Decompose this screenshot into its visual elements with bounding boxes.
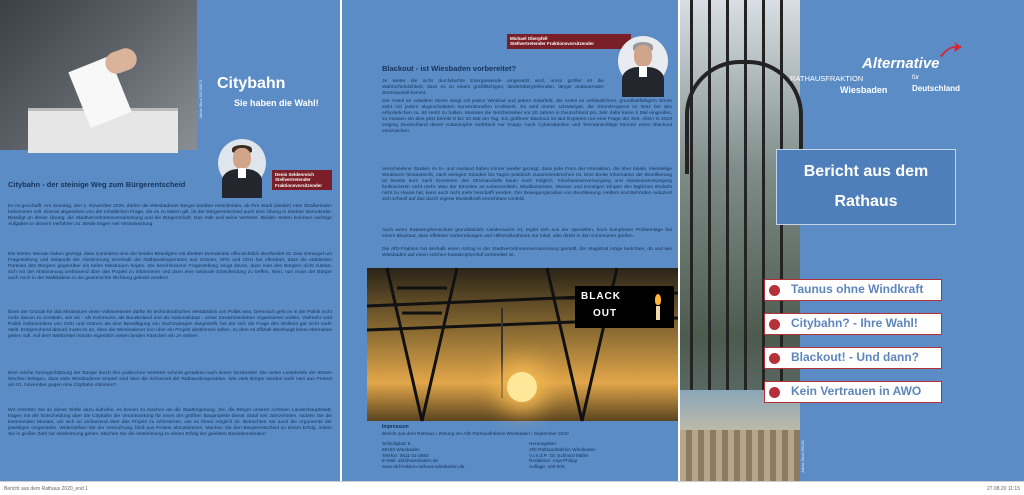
politician-name: Michael Oberpfell <box>510 36 548 41</box>
article-paragraph: Der Anteil an volatilem Strom steigt mit jedem Windrad und jedem Solarfeld, der Anteil an verlässlichem, grundlastfähigem Strom sinkt mit jedem abgeschalteten konventionellen Kraftwerk. Es wird immer schwieriger, die Stromfrequenz im Netz bei den erforderlichen ca. 50 Hertz zu halten. Mussten die Netzbetreiber vor 20 Jahren in Deutschland pro Jahr dafür keine 5 Mal eingreifen, so müssen sie dies jetzt bereits 8 bis 10 Mal am Tag. Ein größerer Blackout ist laut Experten nur eine Frage der Zeit. Allein in 2019 entging Deutschland dieser Katastrophe mehrfach nur knapp. Auch Cyberattacken und Terroranschläge können einen Blackout verursachen. <box>382 99 672 135</box>
photo-credit: Adobe Stock 226136873 <box>199 80 203 119</box>
topic-label: Blackout! - Und dann? <box>791 350 919 364</box>
impressum-publisher <box>529 441 596 470</box>
article-paragraph: Wir möchten Sie an dieser Stelle dazu aufrufen, es besser zu machen als die Stadtregierung. Sie, die Bürger unserer schönen Landeshauptstadt, tragen mit der Entscheidung über die CityBahn die Verantwortung für eines der größten Bauprojekte dieser Stadt seit Jahrzehnten. Nutzen Sie die kommenden Monate, um sich so umfassend über das Projekt zu informieren, wie es Ihnen möglich ist. Betrachten Sie auch die Argumente der jeweiligen Gegenseite. Widerstehen Sie der Versuchung, bloß aus Protest abzustimmen. Machen Sie den Bürgerentscheid zu einem Erfolg, indem Sie in großer Zahl zur Abstimmung gehen. Machen Sie die Abstimmung zu einem Erfolg der gelebten Basisdemokratie! <box>8 408 332 438</box>
article-paragraph: Je weiter die nicht durchdachte Energiewende umgesetzt wird, umso größer ist die Wahrscheinlichkeit, dass es zu einem großflächigen, länderübergreifenden, länger andauernden Stromausfall kommt. <box>382 79 604 97</box>
afd-arrow-icon <box>938 42 962 58</box>
topic-item <box>764 313 942 335</box>
publisher-line: V.i.S.d.P.: Dr. Eckhard Müller <box>529 452 589 458</box>
logo-rathausfraktion: RATHAUSFRAKTION <box>790 74 864 83</box>
impressum-address <box>382 441 464 470</box>
print-info-bar <box>0 481 1024 495</box>
print-info-right: 27.08.20 11:15 <box>987 486 1020 492</box>
article-paragraph: Es ist geschafft. Am Sonntag, den 1. November 2020, dürfen die Wiesbadener Bürger darüber entscheiden, ob Ihre Stadt (wieder) eine Straßenbahn bekommen soll. Einmal abgesehen von der inhaltlichen Frage, die es zu klären gilt, ist der Bürgerentscheid auch eine Übung in direkter Demokratie. Beteiligt an dieser Übung: die Stadtverordnetenversammlung und die Bürgerschaft. Das Volk und seine Vertreter. Beiden Seiten kommen wichtige Aufgaben in diesem Verfahren zu. Beide tragen viel Verantwortung. <box>8 204 332 228</box>
politician-role: Stellvertretender Fraktionsvorsitzender <box>510 41 595 47</box>
iron-gate-photo <box>680 0 800 482</box>
bullet-icon <box>769 319 780 330</box>
address-line: Schloßplatz 6 <box>382 441 411 446</box>
politician-portrait <box>618 36 668 86</box>
publisher-line: Redaktion: Anja Philipp <box>529 458 578 464</box>
topic-item <box>764 347 942 369</box>
address-line: Telefon: 0611-31-2883 <box>382 452 429 458</box>
sun-glow <box>507 372 537 402</box>
article-paragraph: Einer der Gründe für das Misstrauen vieler Volksvertreter dürfte ihr technokratisches Verständnis von Politik sein. Demnach geht es in der Politik nicht mehr darum zu ermitteln, wie wir - als Kommune, als Bundesland und als Nationalstaat - unser Zusammenleben organisieren wollen. Vielmehr wird Politik insbesondere von CDU und Grünen als eine Bewältigung von Sachzwängen dargestellt, bei der sich die Frage des Wollens gar nicht mehr stellt. Entsprechend absurd mutet es an, dass die Wiesbadener nun über ein Projekt abstimmen sollen, zu dem es offiziell überhaupt keine Alternative geben soll. Auf dem Wahlzettel müsste eigentlich neben beiden Kästchen ein JA stehen. <box>8 310 332 340</box>
bullet-icon <box>769 285 780 296</box>
address-line: 65183 Wiesbaden <box>382 446 420 452</box>
address-line: E-Mail: afd@wiesbaden.de <box>382 458 439 464</box>
politician-portrait <box>218 139 266 187</box>
politician-role-2: Fraktionsvorsitzender <box>275 182 323 188</box>
report-title-line-2: Rathaus <box>834 193 898 210</box>
blackout-graphic <box>575 286 674 328</box>
report-title-box <box>776 149 956 225</box>
candle-icon <box>654 294 662 320</box>
article-heading: Citybahn - der steinige Weg zum Bürgerentscheid <box>8 180 186 189</box>
politician-name: Denis Seldenreich <box>275 172 315 177</box>
left-page <box>0 0 340 482</box>
article-paragraph: Eine solche Geringschätzung der Bürger durch ihre politischen Vertreter scheint geradezu nach einem Denkzettel. Die vielen Leserbriefe der letzten Wochen belegen, dass viele Wiesbadener empört sind über die Schonzeit der Rathauskooperation. Wie viele Bürger werden wohl nein aus Protest am 01. November gegen eine CityBahn stimmen? <box>8 371 332 389</box>
topic-item <box>764 279 942 301</box>
topic-label: Citybahn? - Ihre Wahl! <box>791 316 918 330</box>
logo-fur: für <box>912 75 920 81</box>
right-page <box>680 0 1024 482</box>
logo-alternative: Alternative <box>862 55 940 72</box>
politician-role-1: Stellvertretender <box>275 177 311 183</box>
report-title-line-1: Bericht aus dem <box>803 163 929 180</box>
blackout-word-2: OUT <box>593 308 618 319</box>
logo-deutschland: Deutschland <box>912 84 961 93</box>
politician-name-tag <box>272 170 332 190</box>
impressum-title: Impressum <box>382 424 409 430</box>
article-heading: Blackout - ist Wiesbaden vorbereitet? <box>382 64 517 73</box>
topic-item <box>764 381 942 403</box>
bullet-icon <box>769 353 780 364</box>
photo-credit: Adobe Stock 356182 <box>801 440 805 473</box>
politician-name-tag <box>507 34 631 49</box>
publisher-line: AfD Rathausfraktion Wiesbaden <box>529 446 596 452</box>
publisher-line: Herausgeber: <box>529 441 558 446</box>
print-info-left: Bericht aus dem Rathaus 2020_end 1 <box>4 486 88 492</box>
mosaic-border-shape <box>680 430 800 482</box>
publisher-line: Auflage: 100.000 <box>529 464 565 470</box>
citybahn-subtitle: Sie haben die Wahl! <box>234 98 319 108</box>
ballot-box-photo <box>0 0 197 150</box>
article-paragraph: Die AfD-Fraktion hat deshalb einen Antrag in der Stadtverordnetenversammlung gestellt, der Magistrat möge berichten, ob und wie Wiesbaden auf einen solchen Katastrophenfall vorbereitet ist. <box>382 247 672 259</box>
logo-wiesbaden: Wiesbaden <box>840 85 888 95</box>
article-paragraph: Verschiedene Studien im In- und Ausland haben immer wieder gezeigt, dass jede Form der Interaktion, die über lokale, kleinteilige Strukturen hinausreicht, nach wenigen Stunden bis Tagen praktisch zusammenbrechen ist. Eine breite Information der Bevölkerung ist bereits kurz nach Einsetzen des Stromausfalls kaum noch möglich. Frischwasserversorgung und Abwasserentsorgung funktionieren nicht mehr. Was der Einzelne an Lebensmitteln, Medikamenten, Wasser und sonstigen Dingen des täglichen Bedarfs nicht zu Hause hat, kann auch nicht mehr beschafft werden. Der Bewegungsradius von Bevölkerung, Helfern und Behörden reduziert sich schnell auf das durch eigene Muskelkraft erreichbare Umfeld. <box>382 167 672 203</box>
article-paragraph: Die letzten Monate haben gezeigt, dass zumindest eine der beiden Beteiligten mit direkter Demokratie offensichtlich überfordert ist. Das Gerangel um Fragestellung und Zeitpunkt der Abstimmung innerhalb der Rathauskooperation aus Grünen, SPD und CDU hat offenbart, dass die etablierten Parteien den Bürgern gegenüber ein tiefes Misstrauen hegen. Die beschlossene Fragestellung zeugt davon, dass man den Bürgern nicht zutraut, sich vor der Abstimmung umfassend über das Projekt zu informieren und dann eine rationale Entscheidung zu treffen. Nein, nun muss der Bürger auch noch in der Wahlkabine in die gewünschte Richtung gelenkt werden! <box>8 252 332 282</box>
bullet-icon <box>769 387 780 398</box>
topic-label: Taunus ohne Windkraft <box>791 282 924 296</box>
article-paragraph: Auch wenn Katastrophenschutz grundsätzlich Ländersache ist, ergibt sich aus der speziellen, hoch komplexen Problemlage bei einem Blackout, dass effektive Vorbereitungen und Hilfsmaßnahmen nur lokal, also direkt in den Kommunen greifen. <box>382 228 672 240</box>
blackout-word-1: BLACK <box>581 291 621 302</box>
citybahn-title: Citybahn <box>217 75 286 92</box>
impressum-subtitle: Bericht aus dem Rathaus / Zeitung der AfD Rathausfraktion Wiesbaden / September 2020 <box>382 431 569 436</box>
topic-label: Kein Vertrauen in AWO <box>791 384 922 398</box>
middle-page <box>342 0 678 482</box>
address-line: www.afd-fraktion-rathaus-wiesbaden.de <box>382 464 465 470</box>
